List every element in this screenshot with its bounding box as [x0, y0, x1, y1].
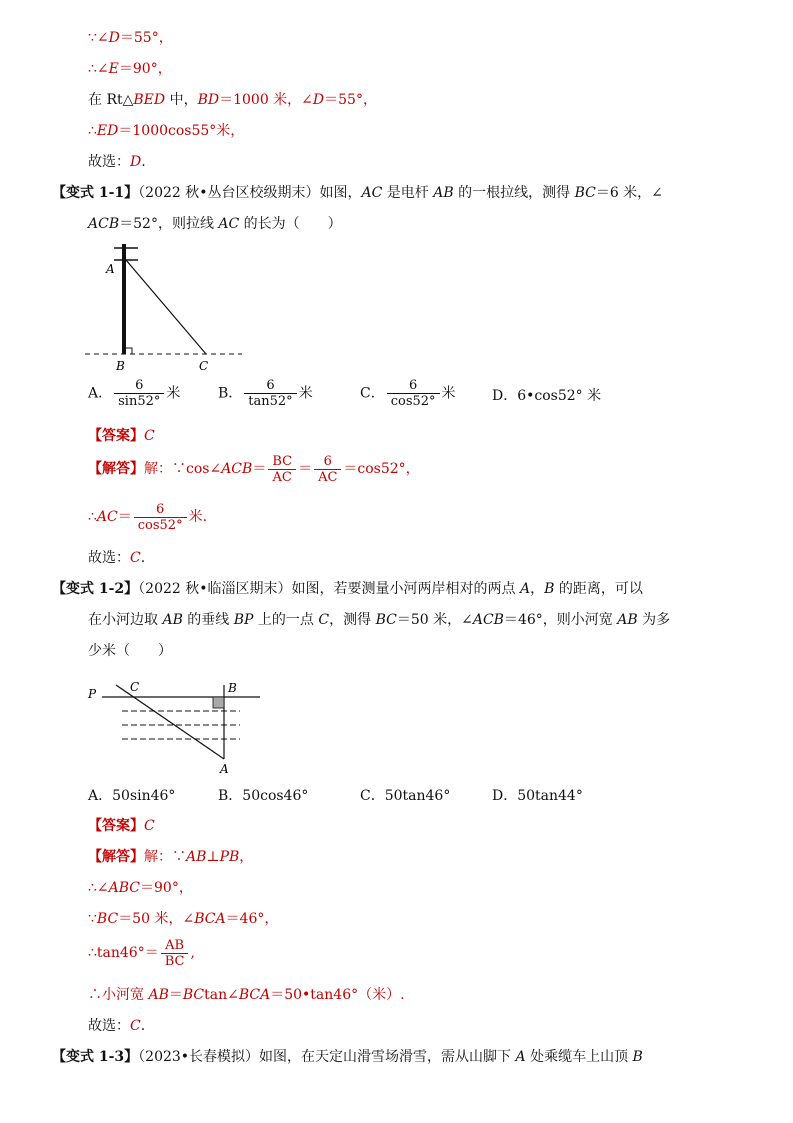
label-a: A: [220, 762, 229, 776]
label-a: A: [106, 262, 115, 276]
v11-figure: [80, 240, 250, 375]
v12-heading-cont2: 少米（ ）: [88, 643, 172, 659]
sol0-line5: 故选：D.: [88, 154, 146, 170]
v11-answer: 【答案】C: [88, 428, 155, 444]
v11-heading: 【变式 1-1】（2022 秋•丛台区校级期末）如图，AC 是电杆 AB 的一根拉线，测得 BC＝6 米，∠: [52, 185, 663, 201]
label-c: C: [199, 359, 209, 373]
v12-solution-line6: 故选：C.: [88, 1018, 146, 1034]
sol0-line3: 在 Rt△BED 中，BD＝1000 米，∠D＝55°，: [88, 92, 377, 108]
v13-heading: 【变式 1-3】（2023•长春模拟）如图，在天定山滑雪场滑雪，需从山脚下 A 处乘缆车上山顶 B: [52, 1049, 643, 1065]
line-ca: [116, 685, 224, 759]
v11-solution-line1: 【解答】解：∵cos∠ACB＝ $\frac{BC}{AC}$ ＝ $\frac{6}{AC}$ ＝cos52°，: [88, 453, 420, 485]
v11-solution-line3: 故选：C.: [88, 550, 146, 566]
guy-wire-ac: [126, 260, 206, 354]
v12-option-a[interactable]: A．50sin46°: [88, 788, 176, 804]
label-c: C: [130, 680, 140, 694]
v12-answer: 【答案】C: [88, 818, 155, 834]
v11-solution-line2: ∴AC＝ $\frac{6}{\cos 52^\circ}$ 米.: [88, 501, 208, 533]
v12-option-d[interactable]: D．50tan44°: [492, 788, 583, 804]
right-angle-mark: [126, 348, 132, 354]
sol0-line4: ∴ED＝1000cos55°米，: [88, 123, 245, 139]
label-b: B: [116, 359, 125, 373]
v11-option-b[interactable]: B． $\frac{6}{\tan 52^\circ}$ 米: [218, 378, 313, 409]
v12-solution-line4: ∴tan46°＝ $\frac{AB}{BC}$ ,: [88, 937, 195, 969]
v12-solution-line3: ∵BC＝50 米，∠BCA＝46°，: [88, 911, 279, 927]
sol0-line2: ∴∠E＝90°，: [88, 61, 172, 77]
v11-option-d[interactable]: D．6•cos52° 米: [492, 388, 602, 404]
v12-heading-cont: 在小河边取 AB 的垂线 BP 上的一点 C，测得 BC＝50 米，∠ACB＝46°，则小河宽 AB 为多: [88, 612, 671, 628]
label-b: B: [228, 681, 237, 695]
v12-option-c[interactable]: C．50tan46°: [360, 788, 451, 804]
label-p: P: [88, 687, 97, 701]
right-angle-mark: [213, 697, 224, 708]
sol0-line1: ∵∠D＝55°，: [88, 30, 173, 46]
v12-option-b[interactable]: B．50cos46°: [218, 788, 309, 804]
v12-heading: 【变式 1-2】（2022 秋•临淄区期末）如图，若要测量小河两岸相对的两点 A，B 的距离，可以: [52, 581, 643, 597]
v12-figure: [80, 675, 270, 780]
v11-heading-cont: ACB＝52°，则拉线 AC 的长为（ ）: [88, 216, 342, 232]
v12-solution-line5: ∴小河宽 AB＝BCtan∠BCA＝50•tan46°（米）.: [88, 987, 405, 1003]
v11-option-a[interactable]: A． $\frac{6}{\sin 52^\circ}$ 米: [88, 378, 181, 409]
v12-solution-line1: 【解答】解：∵AB⊥PB，: [88, 849, 254, 865]
v11-option-c[interactable]: C． $\frac{6}{\cos 52^\circ}$ 米: [360, 378, 456, 409]
v12-solution-line2: ∴∠ABC＝90°，: [88, 880, 193, 896]
